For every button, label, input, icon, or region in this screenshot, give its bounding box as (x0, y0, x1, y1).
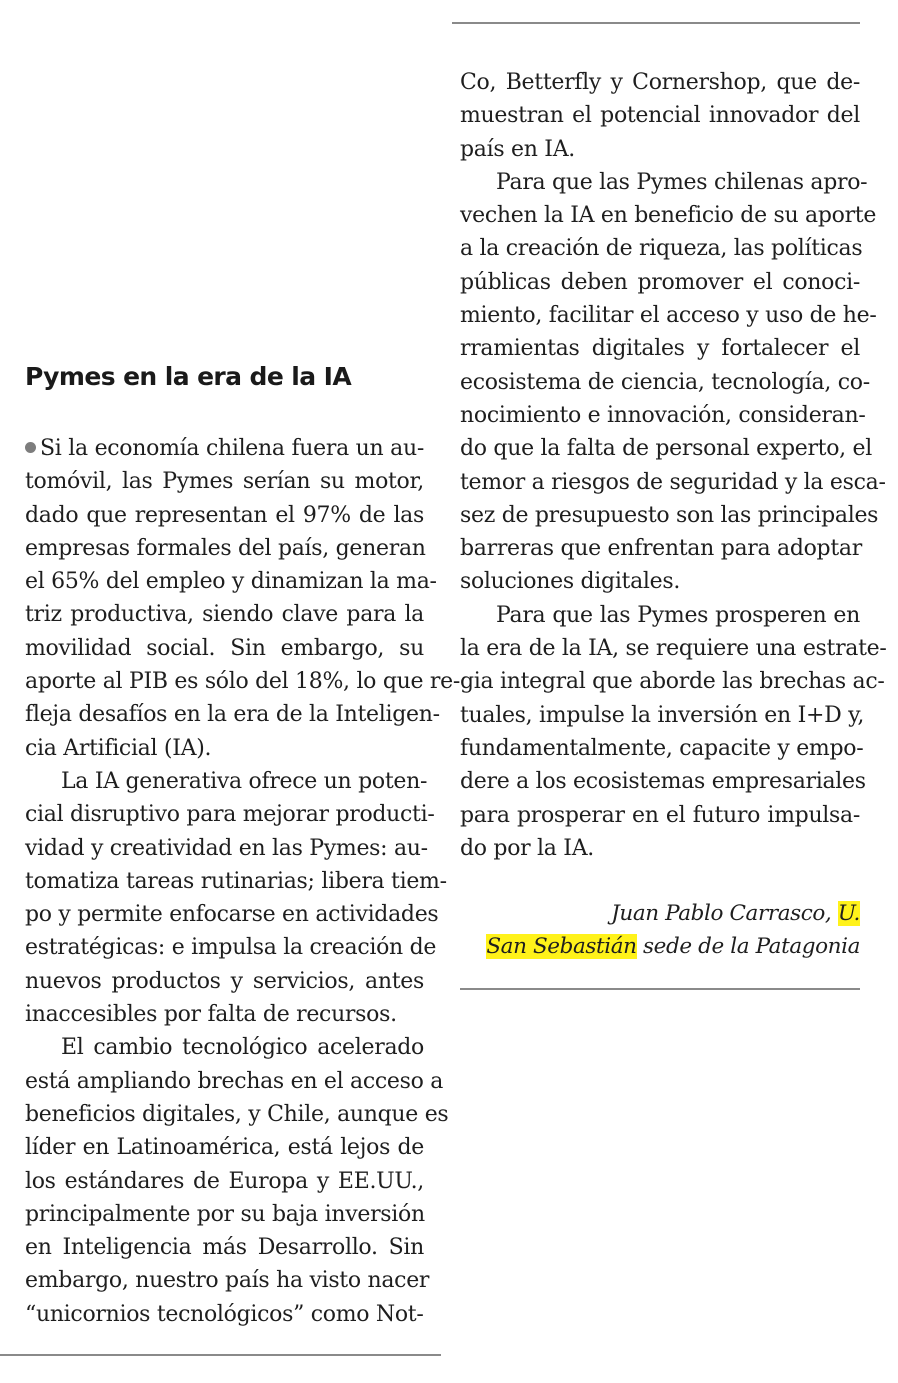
text-line: la era de la IA, se requiere una estrate- (460, 636, 887, 662)
text-line: cial disruptivo para mejorar producti- (25, 802, 435, 828)
article-title: Pymes en la era de la IA (25, 362, 352, 391)
text-line: para prosperar en el futuro impulsa- (460, 802, 860, 828)
highlighted-university-name: San Sebastián (486, 934, 637, 959)
text-line: barreras que enfrentan para adoptar (460, 536, 862, 562)
text-line: triz productiva, siendo clave para la (25, 602, 424, 628)
text-line: en Inteligencia más Desarrollo. Sin (25, 1235, 424, 1261)
top-rule (452, 22, 860, 24)
bottom-rule (0, 1354, 441, 1356)
highlighted-university: U. (837, 901, 860, 926)
text-line: los estándares de Europa y EE.UU., (25, 1168, 424, 1194)
text-line: estratégicas: e impulsa la creación de (25, 935, 437, 961)
text-line: empresas formales del país, generan (25, 535, 426, 561)
text-line: líder en Latinoamérica, está lejos de (25, 1135, 424, 1161)
text-line: Para que las Pymes prosperen en (496, 602, 860, 628)
text-line: ecosistema de ciencia, tecnología, co- (460, 369, 870, 395)
text-line: cia Artificial (IA). (25, 735, 212, 761)
text-line: miento, facilitar el acceso y uso de he- (460, 303, 877, 329)
text-line: temor a riesgos de seguridad y la esca- (460, 469, 886, 495)
text-line: inaccesibles por falta de recursos. (25, 1002, 397, 1028)
author-name: Juan Pablo Carrasco, (611, 901, 838, 926)
right-column (460, 66, 887, 865)
campus-location: sede de la Patagonia (636, 934, 860, 959)
text-line: po y permite enfocarse en actividades (25, 902, 439, 928)
text-line: gia integral que aborde las brechas ac- (460, 669, 885, 695)
text-line: a la creación de riqueza, las políticas (460, 236, 863, 262)
bullet-icon (25, 442, 36, 453)
text-line: do por la IA. (460, 835, 594, 861)
text-line: dado que representan el 97% de las (25, 502, 424, 528)
text-line: el 65% del empleo y dinamizan la ma- (25, 569, 437, 595)
text-line: está ampliando brechas en el acceso a (25, 1068, 444, 1094)
text-line: El cambio tecnológico acelerado (61, 1035, 424, 1061)
text-line: vidad y creatividad en las Pymes: au- (25, 835, 428, 861)
text-line: dere a los ecosistemas empresariales (460, 769, 866, 795)
text-line: públicas deben promover el conoci- (460, 269, 860, 295)
text-line: soluciones digitales. (460, 569, 681, 595)
signature-rule (460, 988, 860, 990)
text-line: tomóvil, las Pymes serían su motor, (25, 469, 424, 495)
text-line: movilidad social. Sin embargo, su (25, 635, 424, 661)
text-line: muestran el potencial innovador del (460, 103, 860, 129)
text-line: rramientas digitales y fortalecer el (460, 336, 860, 362)
text-line: principalmente por su baja inversión (25, 1201, 425, 1227)
text-line: tuales, impulse la inversión en I+D y, (460, 702, 865, 728)
author-signature (460, 897, 860, 963)
text-line: país en IA. (460, 136, 575, 162)
text-line: “unicornios tecnológicos” como Not- (25, 1301, 424, 1327)
text-line: Si la economía chilena fuera un au- (25, 432, 424, 465)
left-column (25, 432, 460, 1331)
text-line: sez de presupuesto son las principales (460, 502, 879, 528)
text-line: aporte al PIB es sólo del 18%, lo que re- (25, 669, 460, 695)
text-line: tomatiza tareas rutinarias; libera tiem- (25, 868, 447, 894)
text-line: do que la falta de personal experto, el (460, 436, 873, 462)
text-line: La IA generativa ofrece un poten- (61, 768, 428, 794)
text-line: nocimiento e innovación, consideran- (460, 402, 866, 428)
text-line: embargo, nuestro país ha visto nacer (25, 1268, 430, 1294)
text-line: beneficios digitales, y Chile, aunque es (25, 1101, 449, 1127)
text-line: vechen la IA en beneficio de su aporte (460, 203, 877, 229)
text-line: Para que las Pymes chilenas apro- (496, 169, 868, 195)
text-line: fundamentalmente, capacite y empo- (460, 735, 864, 761)
text-line: nuevos productos y servicios, antes (25, 968, 424, 994)
text-line: fleja desafíos en la era de la Inteligen- (25, 702, 440, 728)
text-line: Co, Betterfly y Cornershop, que de- (460, 70, 860, 95)
